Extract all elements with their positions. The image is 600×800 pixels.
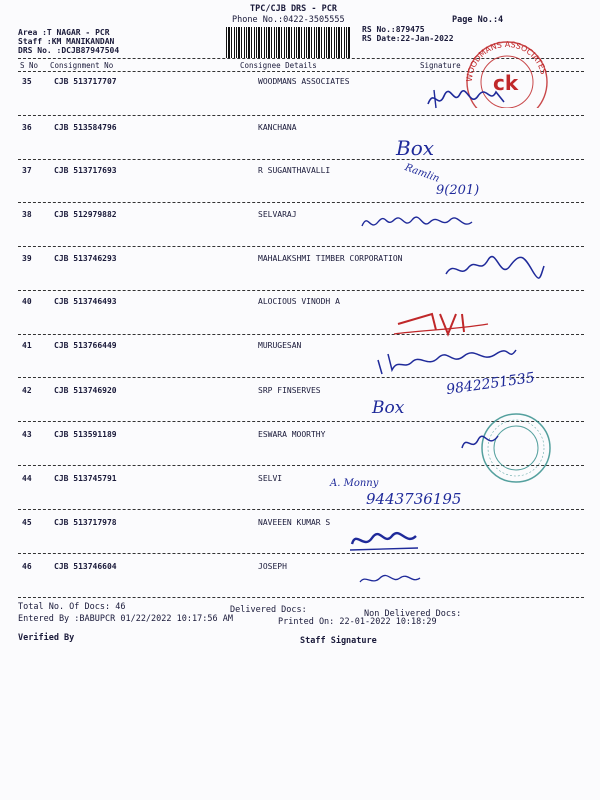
handwritten-box: Box (396, 136, 435, 160)
stamp-mark: ck (493, 71, 519, 95)
divider (18, 597, 584, 598)
col-consignment: Consignment No (50, 61, 114, 70)
row-sno: 40 (22, 297, 32, 306)
row-sno: 39 (22, 254, 32, 263)
row-sno: 41 (22, 341, 32, 350)
handwritten-phone: 9842251535 (445, 369, 536, 399)
col-sno: S No (20, 61, 39, 70)
barcode (226, 27, 350, 58)
row-sno: 35 (22, 77, 32, 86)
col-consignee: Consignee Details (240, 61, 317, 70)
staff-signature: Staff Signature (300, 636, 377, 646)
row-consignment: CJB 513717707 (54, 77, 117, 86)
handwritten-note: Ramlin (403, 162, 441, 185)
divider (18, 202, 584, 203)
row-consignment: CJB 513766449 (54, 341, 117, 350)
row-consignment: CJB 513717693 (54, 166, 117, 175)
divider (18, 115, 584, 116)
row-consignee: SELVARAJ (258, 210, 297, 219)
row-consignee: NAVEEEN KUMAR S (258, 518, 331, 527)
divider (18, 159, 584, 160)
divider (18, 553, 584, 554)
signature-43 (458, 428, 508, 458)
col-signature: Signature (420, 61, 461, 70)
row-sno: 45 (22, 518, 32, 527)
printed-on: Printed On: 22-01-2022 10:18:29 (278, 617, 437, 627)
row-consignment: CJB 513717978 (54, 518, 117, 527)
divider (18, 246, 584, 247)
row-consignment: CJB 513591189 (54, 430, 117, 439)
row-sno: 36 (22, 123, 32, 132)
row-consignment: CJB 513746293 (54, 254, 117, 263)
signature-46 (356, 570, 426, 590)
handwritten-name: A. Monny (330, 478, 379, 489)
doc-title: TPC/CJB DRS - PCR (250, 4, 337, 14)
row-sno: 42 (22, 386, 32, 395)
page-number: Page No.:4 (452, 15, 504, 25)
stamp-text: WOODMANS ASSOCIATES (464, 39, 549, 83)
row-consignee: R SUGANTHAVALLI (258, 166, 331, 175)
signature-40 (392, 300, 492, 340)
row-consignment: CJB 513745791 (54, 474, 117, 483)
row-consignment: CJB 513746920 (54, 386, 117, 395)
row-consignment: CJB 513746493 (54, 297, 117, 306)
drs-number: DRS No. :DCJB87947504 (18, 46, 120, 55)
divider (18, 290, 584, 291)
area-label: Area :T NAGAR - PCR (18, 28, 110, 37)
entered-by: Entered By :BABUPCR 01/22/2022 10:17:56 AM (18, 614, 233, 624)
signature-35 (424, 84, 514, 114)
row-consignment: CJB 512979882 (54, 210, 117, 219)
row-sno: 44 (22, 474, 32, 483)
signature-41 (372, 340, 522, 376)
row-sno: 46 (22, 562, 32, 571)
row-consignee: WOODMANS ASSOCIATES (258, 77, 350, 86)
signature-39 (440, 250, 550, 286)
row-consignee: KANCHANA (258, 123, 297, 132)
phone-number: Phone No.:0422-3505555 (232, 15, 345, 25)
row-consignee: SELVI (258, 474, 283, 483)
row-consignee: JOSEPH (258, 562, 287, 571)
delivered-docs: Delivered Docs: (230, 605, 307, 615)
verified-by: Verified By (18, 633, 75, 643)
row-sno: 37 (22, 166, 32, 175)
handwritten-number: 9(201) (436, 183, 480, 198)
signature-45 (346, 526, 426, 554)
row-sno: 43 (22, 430, 32, 439)
rs-number: RS No.:879475 (362, 25, 425, 34)
divider (18, 509, 584, 510)
signature-38 (358, 208, 478, 238)
row-consignee: SRP FINSERVES (258, 386, 321, 395)
staff-label: Staff :KM MANIKANDAN (18, 37, 115, 46)
total-docs: Total No. Of Docs: 46 (18, 602, 126, 612)
handwritten-phone: 9443736195 (366, 490, 462, 508)
rs-date: RS Date:22-Jan-2022 (362, 34, 454, 43)
divider (18, 334, 584, 335)
row-consignee: ALOCIOUS VINODH A (258, 297, 340, 306)
row-consignment: CJB 513746604 (54, 562, 117, 571)
row-consignment: CJB 513584796 (54, 123, 117, 132)
handwritten-box: Box (372, 398, 405, 418)
row-consignee: MAHALAKSHMI TIMBER CORPORATION (258, 254, 403, 263)
row-consignee: ESWARA MOORTHY (258, 430, 326, 439)
non-delivered-docs: Non Delivered Docs: (364, 609, 462, 619)
row-consignee: MURUGESAN (258, 341, 302, 350)
row-sno: 38 (22, 210, 32, 219)
